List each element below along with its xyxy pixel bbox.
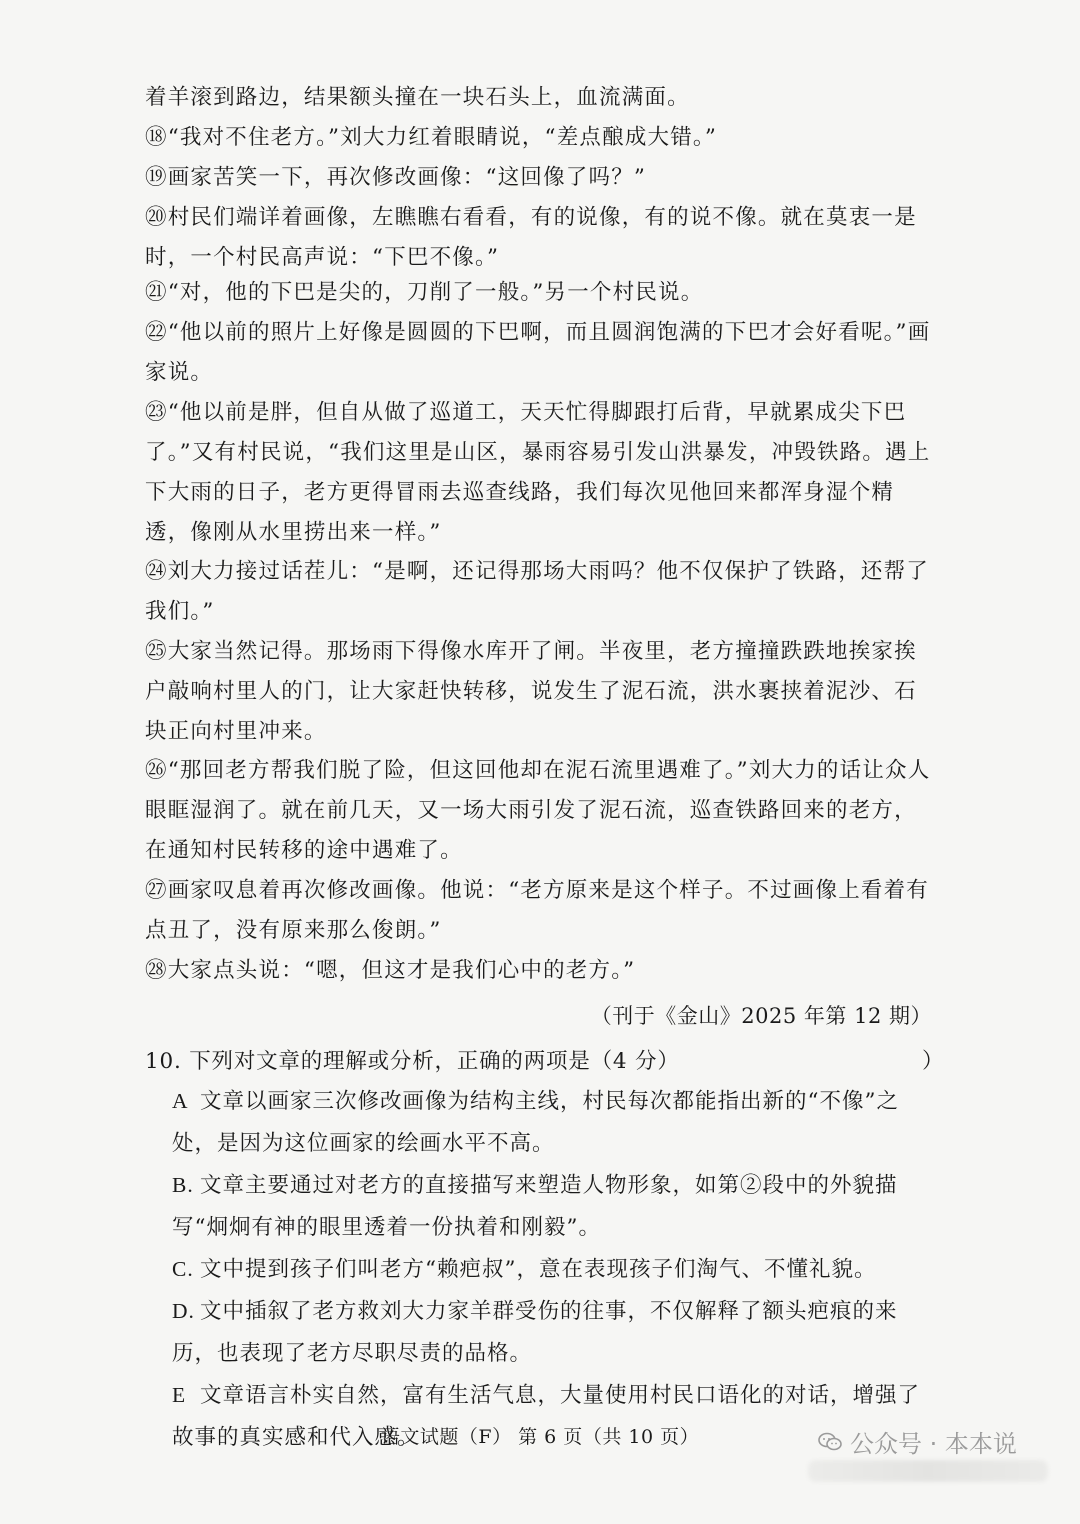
option-letter: C. <box>172 1257 194 1281</box>
watermark-text: 公众号 · 本本说 <box>850 1430 1017 1458</box>
paragraph-18: ⑱“我对不住老方。”刘大力红着眼睛说，“差点酿成大错。” <box>145 125 718 150</box>
watermark <box>818 1424 1017 1459</box>
paragraph-22: ㉒“他以前的照片上好像是圆圆的下巴啊，而且圆润饱满的下巴才会好看呢。”画家说。 <box>145 320 931 385</box>
option-letter: B. <box>172 1173 194 1197</box>
paragraph-25: ㉕大家当然记得。那场雨下得像水库开了闸。半夜里，老方撞撞跌跌地挨家挨户敲响村里人的门，让大家赶快转移，说发生了泥石流，洪水裹挟着泥沙、石块正向村里冲来。 <box>145 639 917 744</box>
option-c <box>172 1248 937 1291</box>
option-letter: D. <box>172 1299 195 1323</box>
paragraph-27: ㉗画家叹息着再次修改画像。他说：“老方原来是这个样子。不过画像上看着有点丑了，没有原来那么俊朗。” <box>145 878 929 943</box>
question-stem: 10. 下列对文章的理解或分析，正确的两项是（4 分） <box>145 1049 680 1074</box>
option-text: 文章以画家三次修改画像为结构主线，村民每次都能指出新的“不像”之处，是因为这位画家的绘画水平不高。 <box>172 1089 899 1156</box>
option-letter: E <box>172 1383 187 1407</box>
option-text: 文章语言朴实自然，富有生活气息，大量使用村民口语化的对话，增强了故事的真实感和代入感。 <box>172 1383 921 1450</box>
option-letter: A <box>172 1089 189 1113</box>
paragraph-17-end: 着羊滚到路边，结果额头撞在一块石头上，血流满面。 <box>145 85 690 110</box>
source-credit: （刊于《金山》2025 年第 12 期） <box>590 1004 932 1028</box>
paragraph-24: ㉔刘大力接过话茬儿：“是啊，还记得那场大雨吗？他不仅保护了铁路，还帮了我们。” <box>145 559 929 624</box>
option-a <box>172 1080 937 1165</box>
paragraph-20: ⑳村民们端详着画像，左瞧瞧右看看，有的说像，有的说不像。就在莫衷一是时，一个村民高声说：“下巴不像。” <box>145 205 917 270</box>
paragraph-23: ㉓“他以前是胖，但自从做了巡道工，天天忙得脚跟打后背，早就累成尖下巴了。”又有村民说，“我们这里是山区，暴雨容易引发山洪暴发，冲毁铁路。遇上下大雨的日子，老方更得冒雨去巡查线路，我们每次见他回来都浑身湿个精透，像刚从水里捞出来一样。” <box>145 400 931 545</box>
option-d <box>172 1290 937 1375</box>
paragraph-26: ㉖“那回老方帮我们脱了险，但这回他却在泥石流里遇难了。”刘大力的话让众人眼眶湿润了。就在前几天，又一场大雨引发了泥石流，巡查铁路回来的老方，在通知村民转移的途中遇难了。 <box>145 758 931 863</box>
wechat-icon <box>818 1432 842 1452</box>
watermark-blur <box>808 1460 1048 1482</box>
paragraph-19: ⑲画家苦笑一下，再次修改画像：“这回像了吗？” <box>145 165 647 190</box>
answer-paren: ） <box>922 1049 944 1074</box>
option-b <box>172 1164 937 1249</box>
option-text: 文中插叙了老方救刘大力家羊群受伤的往事，不仅解释了额头疤痕的来历，也表现了老方尽职尽责的品格。 <box>172 1299 898 1366</box>
paragraph-21: ㉑“对，他的下巴是尖的，刀削了一般。”另一个村民说。 <box>145 280 704 305</box>
paragraph-28: ㉘大家点头说：“嗯，但这才是我们心中的老方。” <box>145 958 636 983</box>
page-footer: 语文试题（F） 第 6 页（共 10 页） <box>380 1426 700 1448</box>
option-text: 文章主要通过对老方的直接描写来塑造人物形象，如第②段中的外貌描写“炯炯有神的眼里透着一份执着和刚毅”。 <box>172 1173 898 1240</box>
option-text: 文中提到孩子们叫老方“赖疤叔”，意在表现孩子们淘气、不懂礼貌。 <box>200 1257 877 1282</box>
